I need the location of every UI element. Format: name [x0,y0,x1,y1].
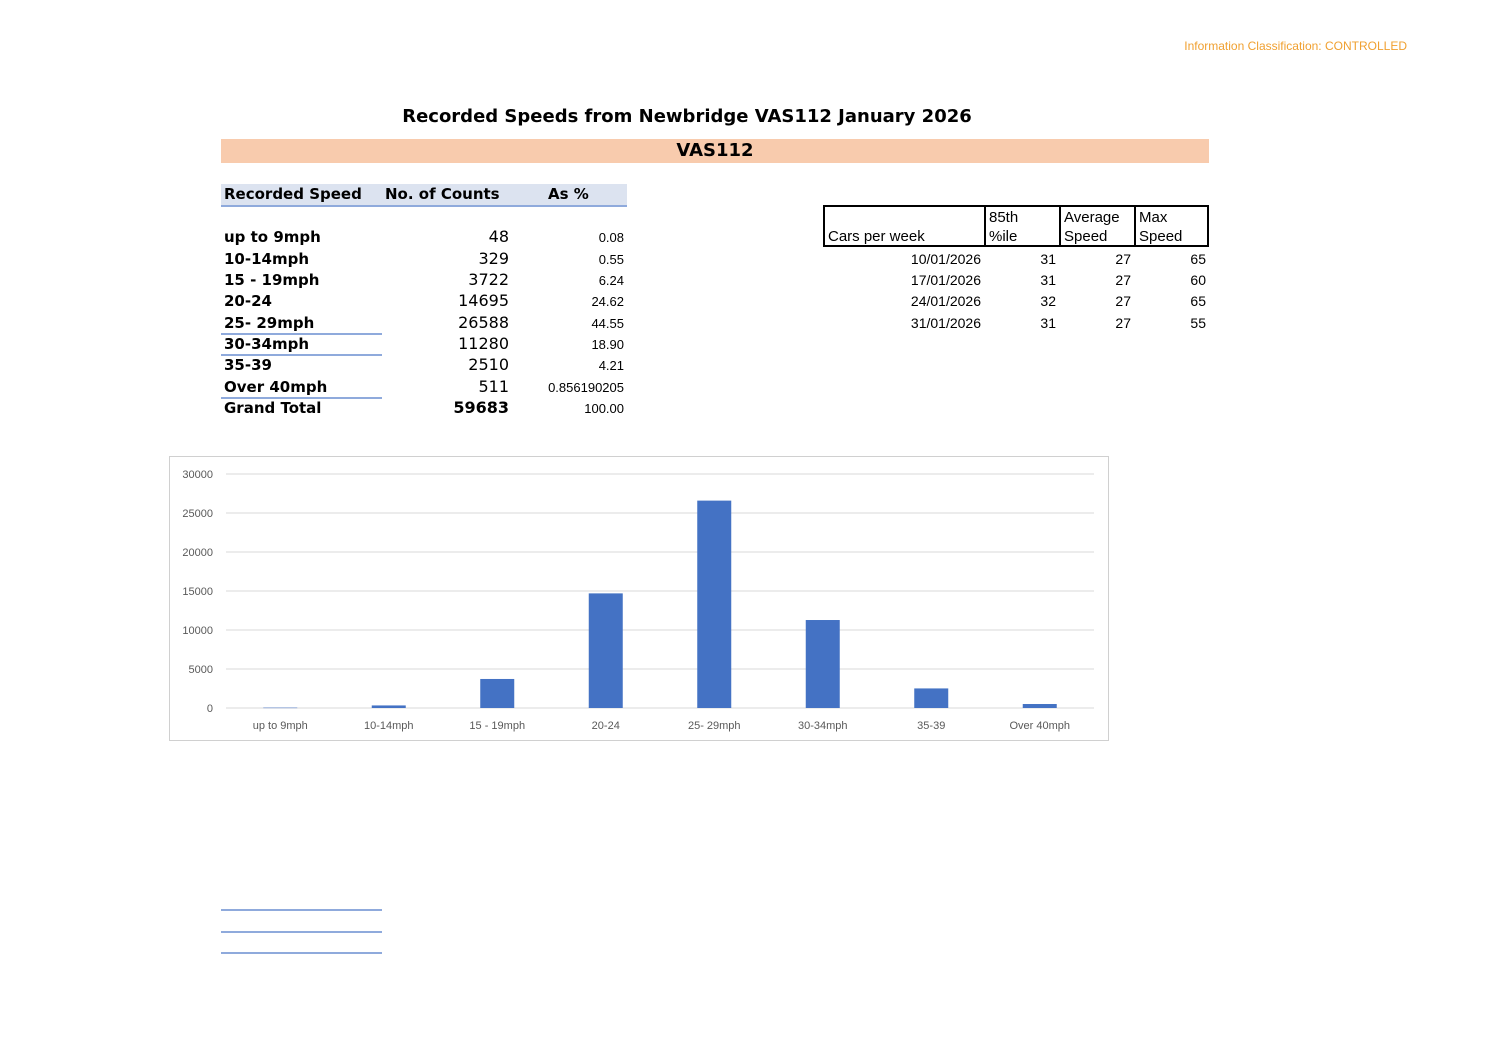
x-tick-label: 30-34mph [797,720,848,732]
week-date: 24/01/2026 [910,293,981,309]
week-85th: 32 [1040,293,1056,309]
x-tick-label: 35-39 [917,720,946,732]
table-row [221,291,627,312]
x-tick-label: 25- 29mph [687,720,741,732]
week-85th: 31 [1040,251,1056,267]
header-line: Speed [1139,228,1183,245]
row-percent: 4.21 [598,358,624,373]
row-count: 11280 [458,334,509,353]
header-line: %ile [989,228,1018,245]
row-label: up to 9mph [224,228,321,246]
row-count: 329 [478,249,509,268]
header-count: No. of Counts [385,185,500,203]
table-row [221,334,627,355]
row-label: 25- 29mph [224,314,315,332]
row-percent: 44.55 [591,316,624,331]
row-label: 15 - 19mph [224,271,320,289]
week-date: 17/01/2026 [910,272,981,288]
row-percent: 6.24 [598,273,624,288]
week-date: 10/01/2026 [910,251,981,267]
bar [697,501,731,708]
divider-line [221,952,382,954]
row-label: 10-14mph [224,250,310,268]
week-average: 27 [1115,272,1131,288]
bar [914,688,948,708]
page-title: Recorded Speeds from Newbridge VAS112 January 2026 [402,106,972,127]
chart-svg [170,457,1108,740]
bar [480,679,514,708]
table-row [221,377,627,398]
row-percent: 18.90 [591,337,624,352]
x-tick-label: 15 - 19mph [469,720,526,732]
row-count: 511 [478,377,509,396]
summary-header [221,184,627,207]
header-85th [986,207,1061,245]
y-tick-label: 15000 [182,586,213,598]
week-85th: 31 [1040,272,1056,288]
x-tick-label: Over 40mph [1009,720,1071,732]
x-tick-label: 20-24 [591,720,620,732]
y-tick-label: 20000 [182,547,213,559]
table-row [221,249,627,270]
bar [372,705,406,708]
row-label: 30-34mph [224,335,310,353]
header-recorded-speed: Recorded Speed [224,185,362,203]
site-banner: VAS112 [221,139,1209,163]
week-max: 65 [1190,251,1206,267]
bar [806,620,840,708]
header-line [828,208,981,227]
week-average: 27 [1115,251,1131,267]
row-count: 2510 [468,355,509,374]
row-percent: 0.08 [598,230,624,245]
total-count: 59683 [453,398,509,417]
week-max: 55 [1190,315,1206,331]
row-count: 48 [488,227,509,246]
week-85th: 31 [1040,315,1056,331]
table-row [221,355,627,376]
y-tick-label: 25000 [182,508,213,520]
week-max: 60 [1190,272,1206,288]
y-tick-label: 10000 [182,625,213,637]
week-average: 27 [1115,315,1131,331]
y-tick-label: 5000 [188,664,213,676]
header-line: Speed [1064,228,1108,245]
row-label: 20-24 [224,292,272,310]
bar [263,708,297,709]
row-percent: 0.856190205 [548,380,624,395]
total-percent: 100.00 [584,401,624,416]
week-average: 27 [1115,293,1131,309]
weekly-row [823,249,1209,270]
header-line: 85th [989,209,1019,226]
header-percent: As % [548,185,589,203]
total-row [221,398,627,419]
header-line: Cars per week [828,228,925,245]
classification-label: Information Classification: CONTROLLED [1184,39,1407,53]
table-row [221,313,627,334]
header-max-speed [1136,207,1207,245]
x-tick-label: 10-14mph [363,720,414,732]
divider-line [221,909,382,911]
table-row [221,227,627,248]
row-percent: 24.62 [591,294,624,309]
weekly-row [823,313,1209,334]
header-cars-per-week [825,207,986,245]
weekly-row [823,291,1209,312]
header-average-speed [1061,207,1136,245]
weekly-header [823,205,1209,247]
bar [589,593,623,708]
y-tick-label: 0 [206,703,213,715]
divider-line [221,931,382,933]
row-label: 35-39 [224,356,272,374]
header-line: Average [1064,209,1120,226]
y-tick-label: 30000 [182,469,213,481]
table-row [221,270,627,291]
weekly-row [823,270,1209,291]
row-label: Over 40mph [224,378,328,396]
total-label: Grand Total [224,399,322,417]
row-count: 26588 [458,313,509,332]
week-date: 31/01/2026 [910,315,981,331]
x-tick-label: up to 9mph [252,720,308,732]
speed-bar-chart [169,456,1109,741]
row-count: 14695 [458,291,509,310]
header-line: Max [1139,209,1168,226]
bar [1023,704,1057,708]
row-count: 3722 [468,270,509,289]
row-percent: 0.55 [598,252,624,267]
week-max: 65 [1190,293,1206,309]
